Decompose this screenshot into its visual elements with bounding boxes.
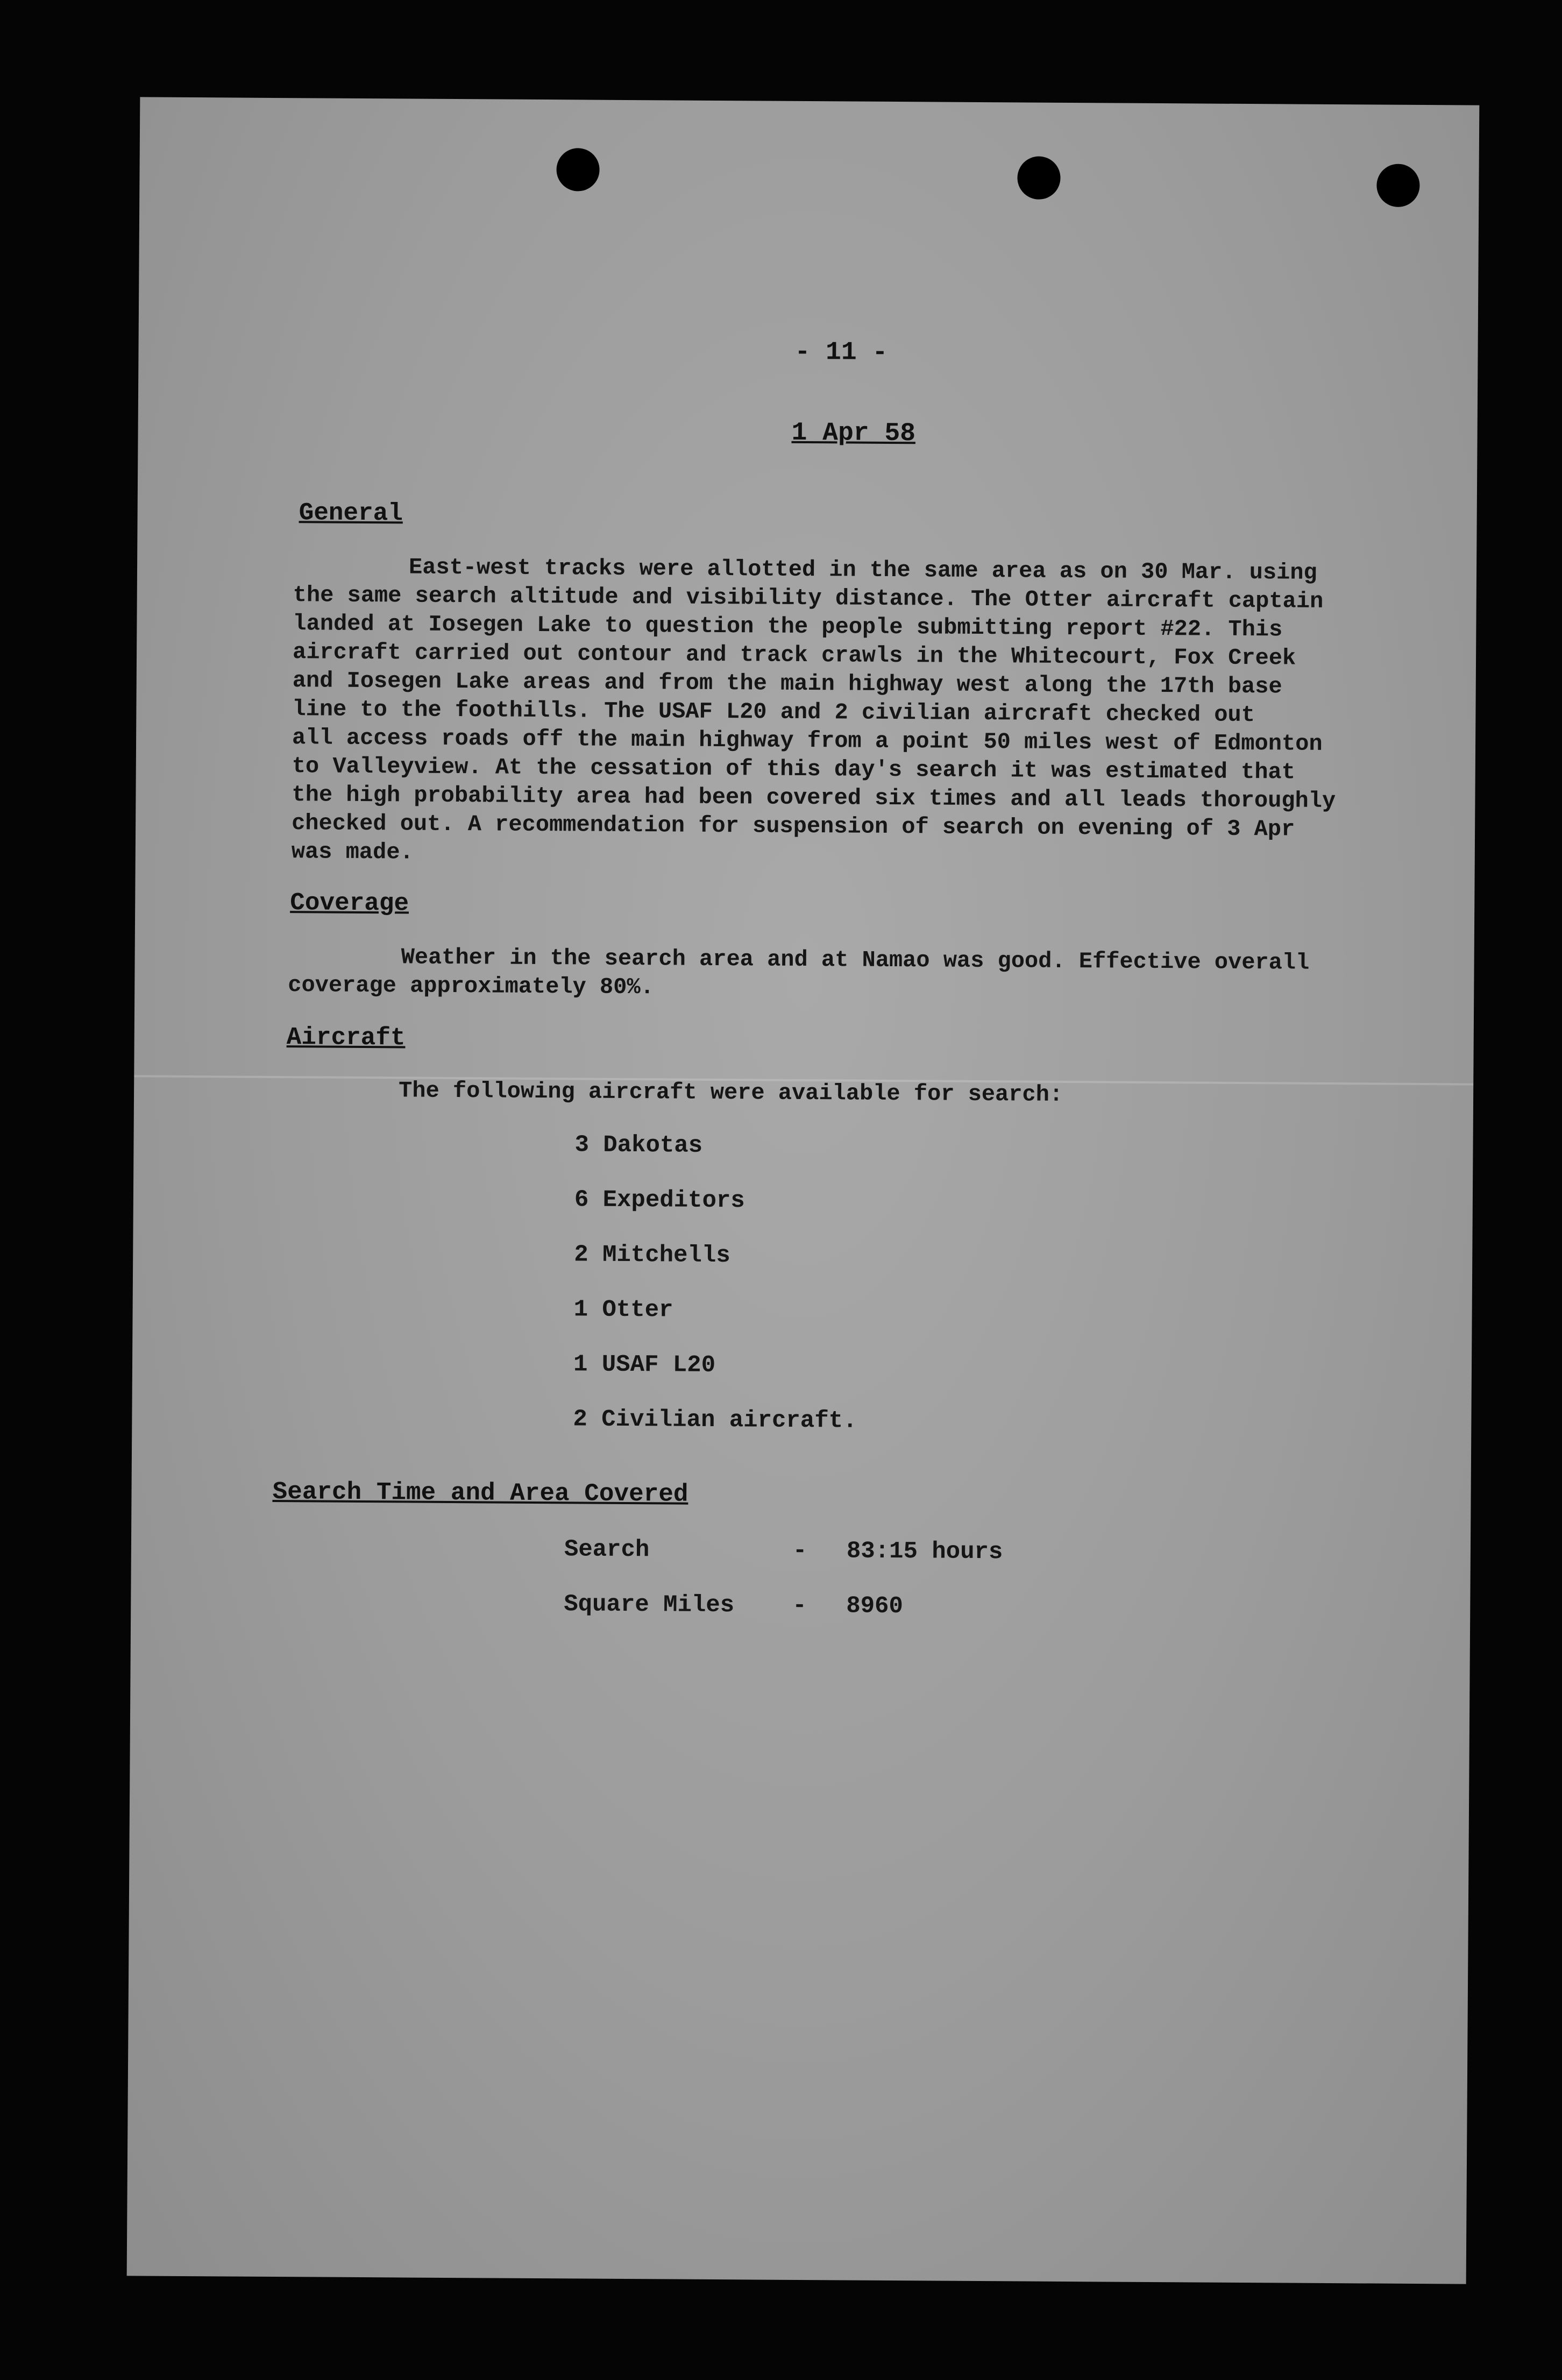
general-line: was made. bbox=[291, 839, 414, 866]
report-date: 1 Apr 58 bbox=[791, 418, 916, 449]
general-line: aircraft carried out contour and track crawls in the Whitecourt, Fox Creek bbox=[292, 639, 1296, 671]
aircraft-item: 3 Dakotas bbox=[574, 1131, 703, 1159]
document-page bbox=[127, 97, 1480, 2284]
search-time-heading: Search Time and Area Covered bbox=[272, 1477, 688, 1508]
aircraft-intro: The following aircraft were available for search: bbox=[398, 1078, 1063, 1108]
search-dash: - bbox=[792, 1537, 807, 1565]
square-miles-value: 8960 bbox=[846, 1592, 904, 1620]
square-miles-label: Square Miles bbox=[564, 1591, 735, 1619]
aircraft-item: 1 Otter bbox=[573, 1296, 673, 1324]
search-value: 83:15 hours bbox=[846, 1538, 1003, 1566]
coverage-line: Weather in the search area and at Namao was good. Effective overall bbox=[401, 944, 1310, 976]
square-miles-dash: - bbox=[792, 1592, 807, 1620]
aircraft-heading: Aircraft bbox=[286, 1023, 406, 1052]
coverage-line: coverage approximately 80%. bbox=[288, 972, 654, 1001]
general-line: line to the foothills. The USAF L20 and 2 civilian aircraft checked out bbox=[292, 696, 1255, 728]
punch-hole-left bbox=[556, 148, 599, 191]
aircraft-item: 6 Expeditors bbox=[574, 1186, 745, 1215]
aircraft-item: 2 Civilian aircraft. bbox=[573, 1406, 857, 1435]
page-number: - 11 - bbox=[794, 337, 888, 367]
punch-hole-center bbox=[1017, 156, 1060, 199]
general-line: the high probability area had been covered six times and all leads thoroughly bbox=[292, 782, 1336, 814]
general-line: all access roads off the main highway from a point 50 miles west of Edmonton bbox=[292, 725, 1323, 757]
general-line: landed at Iosegen Lake to question the people submitting report #22. This bbox=[293, 611, 1283, 643]
general-line: checked out. A recommendation for suspension of search on evening of 3 Apr bbox=[292, 810, 1295, 842]
general-line: the same search altitude and visibility distance. The Otter aircraft captain bbox=[293, 582, 1324, 614]
coverage-heading: Coverage bbox=[290, 889, 409, 918]
aircraft-item: 2 Mitchells bbox=[574, 1241, 730, 1270]
general-line: and Iosegen Lake areas and from the main highway west along the 17th base bbox=[292, 668, 1282, 700]
aircraft-item: 1 USAF L20 bbox=[573, 1351, 716, 1379]
general-line: to Valleyview. At the cessation of this day's search it was estimated that bbox=[292, 753, 1296, 785]
punch-hole-right bbox=[1376, 164, 1419, 207]
general-heading: General bbox=[299, 499, 403, 528]
general-line: East-west tracks were allotted in the same area as on 30 Mar. using bbox=[408, 554, 1317, 586]
search-label: Search bbox=[564, 1536, 650, 1564]
